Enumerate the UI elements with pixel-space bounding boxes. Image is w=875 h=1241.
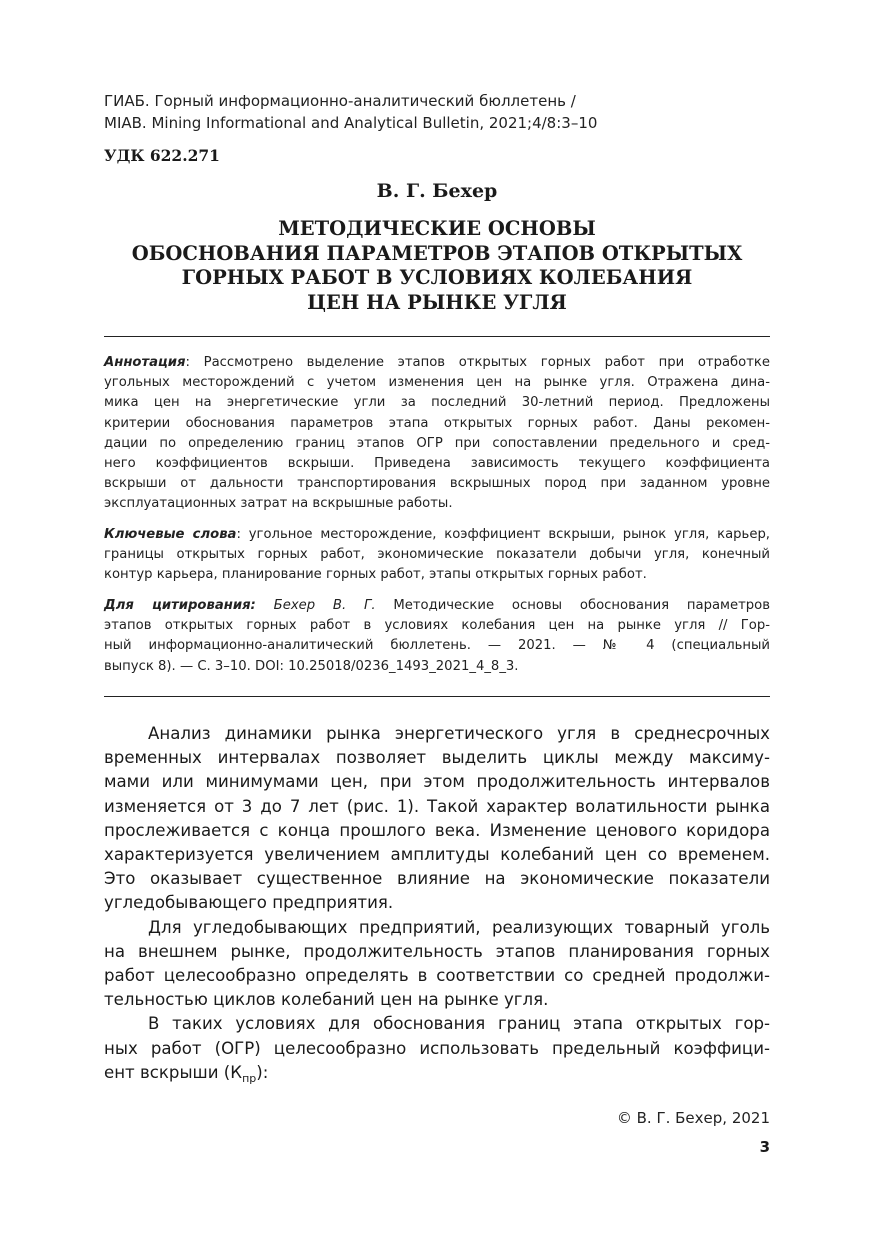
citation-label: Для цитирования: — [104, 598, 256, 613]
annotation-text: : Рассмотрено выделение этапов открытых горных работ при отработке — [185, 355, 770, 370]
keywords-label: Ключевые слова — [104, 527, 237, 542]
annotation-line: критерии обоснования параметров этапа открытых горных работ. Даны рекомен- — [104, 415, 770, 431]
journal-header — [104, 90, 784, 134]
annotation-block — [104, 353, 770, 515]
citation-line: выпуск 8). — С. 3–10. DOI: 10.25018/0236_1493_2021_4_8_3. — [104, 658, 519, 674]
citation-line: этапов открытых горных работ в условиях колебания цен на рынке угля // Гор- — [104, 618, 770, 634]
annotation-line: дации по определению границ этапов ОГР при сопоставлении предельного и сред- — [104, 435, 770, 451]
author-name: В. Г. Бехер — [376, 180, 498, 202]
journal-line-ru: ГИАБ. Горный информационно-аналитический бюллетень / — [104, 92, 576, 110]
keywords-text: : угольное месторождение, коэффициент вскрыши, рынок угля, карьер, — [236, 527, 771, 542]
title-line: ГОРНЫХ РАБОТ В УСЛОВИЯХ КОЛЕБАНИЯ — [181, 266, 693, 289]
body-line: угледобывающего предприятия. — [104, 893, 394, 913]
body-formula-prefix: ент вскрыши (К — [104, 1062, 243, 1082]
annotation-line — [104, 353, 770, 373]
body-line: характеризуется увеличением амплитуды колебаний цен со временем. — [104, 845, 770, 865]
citation-line: ный информационно-аналитический бюллетень. — 2021. — № 4 (специальный — [104, 638, 770, 654]
body-line: на внешнем рынке, продолжительность этапов планирования горных — [104, 941, 770, 961]
annotation-line: вскрыши от дальности транспортирования вскрышных пород при заданном уровне — [104, 476, 770, 492]
body-line: временных интервалах позволяет выделить циклы между максиму- — [104, 748, 770, 768]
keywords-block — [104, 525, 770, 586]
body-line: изменяется от 3 до 7 лет (рис. 1). Такой характер волатильности рынка — [104, 796, 770, 816]
copyright: © В. Г. Бехер, 2021 — [616, 1109, 770, 1127]
annotation-label: Аннотация — [104, 355, 186, 370]
title-line: МЕТОДИЧЕСКИЕ ОСНОВЫ — [278, 217, 596, 240]
body-line — [104, 1061, 770, 1085]
body-line: Для угледобывающих предприятий, реализующих товарный уголь — [148, 917, 770, 937]
body-line: мами или минимумами цен, при этом продолжительность интервалов — [104, 772, 770, 792]
annotation-line: мика цен на энергетические угли за последний 30-летний период. Предложены — [104, 395, 770, 411]
body-line: Это оказывает существенное влияние на экономические показатели — [104, 869, 770, 889]
body-line: Анализ динамики рынка энергетического угля в среднесрочных — [148, 724, 770, 743]
citation-block — [104, 596, 770, 677]
body-text — [104, 722, 770, 1085]
bottom-divider — [104, 696, 770, 697]
udk-code: УДК 622.271 — [104, 146, 220, 165]
body-formula-suffix: ): — [256, 1062, 269, 1082]
title-line: ЦЕН НА РЫНКЕ УГЛЯ — [307, 290, 567, 314]
title-line: ОБОСНОВАНИЯ ПАРАМЕТРОВ ЭТАПОВ ОТКРЫТЫХ — [131, 241, 743, 265]
annotation-line: него коэффициентов вскрыши. Приведена зависимость текущего коэффициента — [104, 456, 770, 472]
page-number: 3 — [759, 1138, 770, 1156]
body-formula-subscript: пр — [242, 1071, 257, 1085]
annotation-line: угольных месторождений с учетом изменения цен на рынке угля. Отражена дина- — [104, 375, 770, 391]
body-line: В таких условиях для обоснования границ этапа открытых гор- — [148, 1014, 770, 1034]
article-title — [104, 217, 770, 315]
keywords-line: границы открытых горных работ, экономические показатели добычи угля, конечный — [104, 547, 770, 563]
keywords-line: контур карьера, планирование горных работ, этапы открытых горных работ. — [104, 567, 647, 583]
body-line: работ целесообразно определять в соответствии со средней продолжи- — [104, 966, 770, 986]
annotation-line: эксплуатационных затрат на вскрышные работы. — [104, 496, 453, 512]
citation-line — [104, 596, 770, 616]
citation-text: Методические основы обоснования параметров — [375, 598, 770, 613]
body-line: ных работ (ОГР) целесообразно использовать предельный коэффици- — [104, 1038, 770, 1058]
keywords-line — [104, 525, 770, 545]
journal-line-en: MIAB. Mining Informational and Analytical Bulletin, 2021;4/8:3–10 — [104, 114, 598, 132]
body-line: прослеживается с конца прошлого века. Изменение ценового коридора — [104, 820, 770, 840]
body-line: тельностью циклов колебаний цен на рынке угля. — [104, 990, 549, 1010]
top-divider — [104, 336, 770, 337]
citation-author: Бехер В. Г. — [273, 598, 376, 613]
